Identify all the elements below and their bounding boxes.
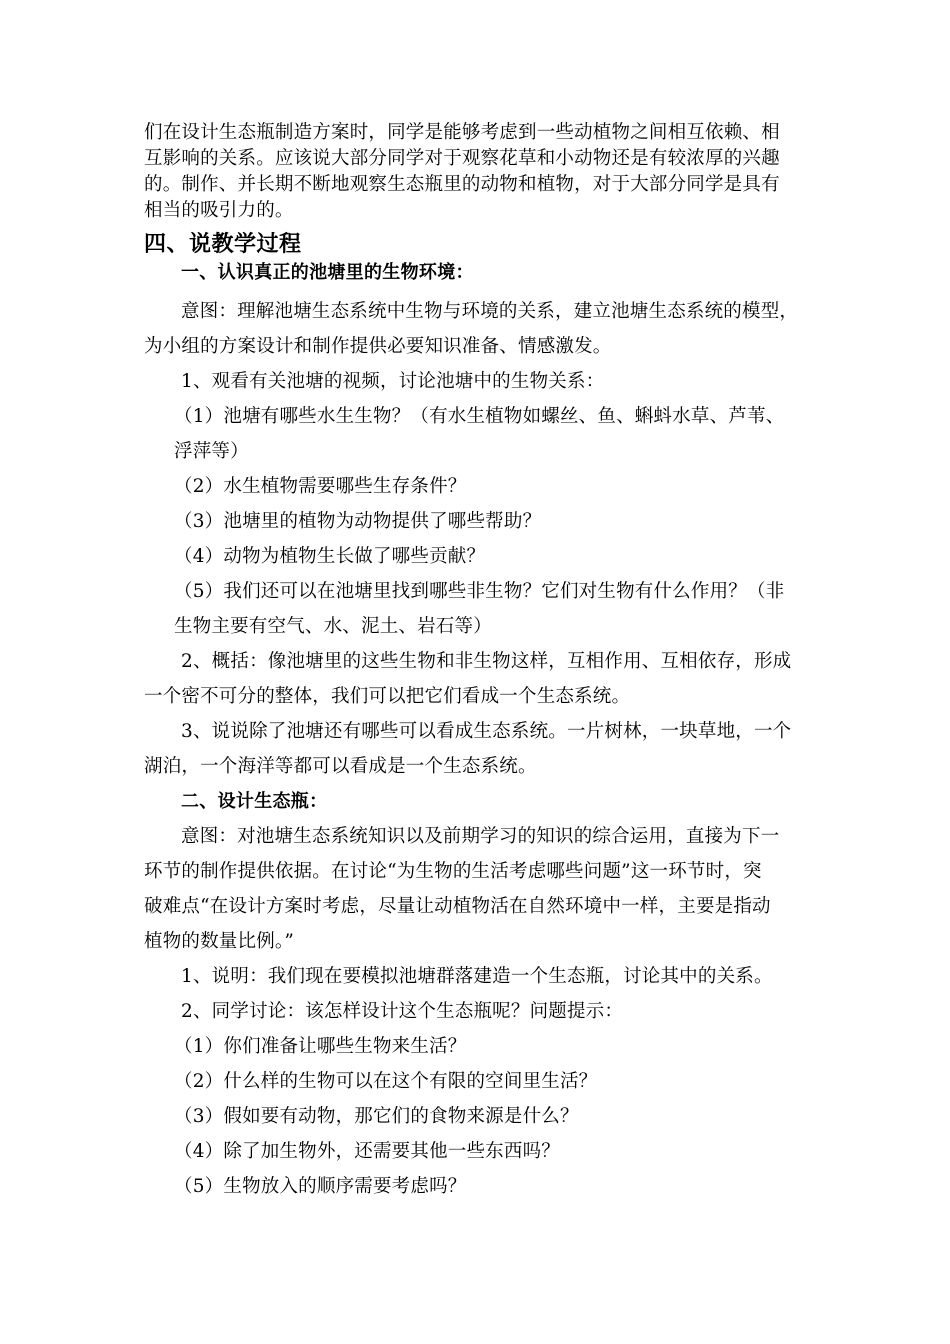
part2-item-2: 2、同学讨论：该怎样设计这个生态瓶呢？问题提示： xyxy=(181,1001,624,1022)
part2-question-3: （3）假如要有动物，那它们的食物来源是什么？ xyxy=(174,1106,579,1127)
part1-question-4: （4）动物为植物生长做了哪些贡献？ xyxy=(174,546,486,567)
intro-line: 互影响的关系。应该说大部分同学对于观察花草和小动物还是有较浓厚的兴趣 xyxy=(144,148,780,169)
part2-item-1: 1、说明：我们现在要模拟池塘群落建造一个生态瓶，讨论其中的关系。 xyxy=(181,966,773,987)
part2-intent-line: 植物的数量比例。” xyxy=(144,931,295,952)
part1-heading: 一、认识真正的池塘里的生物环境： xyxy=(181,262,474,283)
part2-intent-line: 破难点“在设计方案时考虑，尽量让动植物活在自然环境中一样，主要是指动 xyxy=(144,896,771,917)
part2-question-4: （4）除了加生物外，还需要其他一些东西吗？ xyxy=(174,1141,560,1162)
intro-line: 的。制作、并长期不断地观察生态瓶里的动物和植物，对于大部分同学是具有 xyxy=(144,174,780,195)
part1-question-1-cont: 浮萍等） xyxy=(174,441,249,462)
part1-question-5: （5）我们还可以在池塘里找到哪些非生物？它们对生物有什么作用？（非 xyxy=(174,581,785,602)
section-title: 四、说教学过程 xyxy=(144,232,302,257)
intro-line: 们在设计生态瓶制造方案时，同学是能够考虑到一些动植物之间相互依赖、相 xyxy=(144,122,780,143)
part1-item-2-cont: 一个密不可分的整体，我们可以把它们看成一个生态系统。 xyxy=(144,686,631,707)
intro-paragraph xyxy=(144,120,806,224)
part2-section xyxy=(144,784,806,1204)
part2-question-1: （1）你们准备让哪些生物来生活？ xyxy=(174,1036,467,1057)
part1-question-3: （3）池塘里的植物为动物提供了哪些帮助？ xyxy=(174,511,542,532)
part1-item-1: 1、观看有关池塘的视频，讨论池塘中的生物关系： xyxy=(181,371,605,392)
part2-question-2: （2）什么样的生物可以在这个有限的空间里生活？ xyxy=(174,1071,598,1092)
intro-line: 相当的吸引力的。 xyxy=(144,200,294,221)
part1-item-3: 3、说说除了池塘还有哪些可以看成生态系统。一片树林，一块草地，一个 xyxy=(181,721,792,742)
part1-intent-line: 意图：理解池塘生态系统中生物与环境的关系，建立池塘生态系统的模型， xyxy=(181,301,799,322)
part2-intent-line: 意图：对池塘生态系统知识以及前期学习的知识的综合运用，直接为下一 xyxy=(181,826,780,847)
part1-intent-line: 为小组的方案设计和制作提供必要知识准备、情感激发。 xyxy=(144,336,612,357)
part1-item-3-cont: 湖泊，一个海洋等都可以看成是一个生态系统。 xyxy=(144,756,537,777)
part1-item-2: 2、概括：像池塘里的这些生物和非生物这样，互相作用、互相依存，形成 xyxy=(181,651,792,672)
part1-question-1: （1）池塘有哪些水生生物？（有水生植物如螺丝、鱼、蝌蚪水草、芦苇、 xyxy=(174,406,785,427)
part1-question-5-cont: 生物主要有空气、水、泥土、岩石等） xyxy=(174,616,492,637)
part1-section xyxy=(144,260,806,784)
part2-heading: 二、设计生态瓶： xyxy=(181,791,328,812)
part2-intent-line: 环节的制作提供依据。在讨论“为生物的生活考虑哪些问题”这一环节时，突 xyxy=(144,861,762,882)
part1-question-2: （2）水生植物需要哪些生存条件？ xyxy=(174,476,467,497)
part2-question-5: （5）生物放入的顺序需要考虑吗？ xyxy=(174,1176,467,1197)
document-content xyxy=(144,120,806,1204)
